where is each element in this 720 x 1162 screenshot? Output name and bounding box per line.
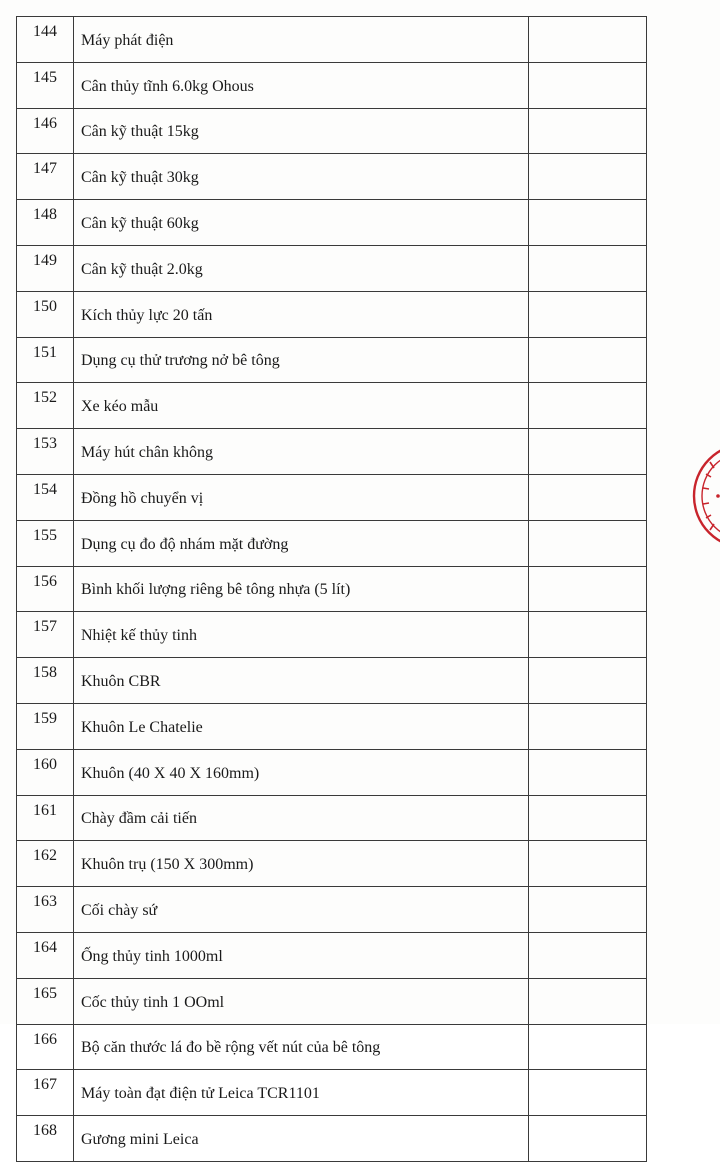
table-row <box>17 887 647 933</box>
equipment-name: Máy phát điện <box>74 17 529 63</box>
equipment-name: Ống thủy tinh 1000ml <box>74 932 529 978</box>
row-number: 153 <box>17 429 74 475</box>
equipment-name: Cân kỹ thuật 2.0kg <box>74 245 529 291</box>
empty-cell <box>529 749 647 795</box>
table-row <box>17 200 647 246</box>
equipment-name: Đồng hồ chuyển vị <box>74 474 529 520</box>
table-row <box>17 1024 647 1070</box>
empty-cell <box>529 154 647 200</box>
table-row <box>17 658 647 704</box>
row-number: 155 <box>17 520 74 566</box>
equipment-name: Máy toàn đạt điện tử Leica TCR1101 <box>74 1070 529 1116</box>
equipment-name: Nhiệt kế thủy tinh <box>74 612 529 658</box>
row-number: 154 <box>17 474 74 520</box>
row-number: 146 <box>17 108 74 154</box>
row-number: 165 <box>17 978 74 1024</box>
table-row <box>17 245 647 291</box>
empty-cell <box>529 429 647 475</box>
table-row <box>17 1070 647 1116</box>
empty-cell <box>529 200 647 246</box>
empty-cell <box>529 566 647 612</box>
row-number: 167 <box>17 1070 74 1116</box>
row-number: 157 <box>17 612 74 658</box>
row-number: 152 <box>17 383 74 429</box>
empty-cell <box>529 978 647 1024</box>
empty-cell <box>529 474 647 520</box>
empty-cell <box>529 932 647 978</box>
empty-cell <box>529 1024 647 1070</box>
table-row <box>17 612 647 658</box>
table-row <box>17 108 647 154</box>
empty-cell <box>529 108 647 154</box>
empty-cell <box>529 62 647 108</box>
equipment-name: Kích thủy lực 20 tấn <box>74 291 529 337</box>
equipment-table <box>16 16 647 1162</box>
empty-cell <box>529 1070 647 1116</box>
row-number: 166 <box>17 1024 74 1070</box>
row-number: 156 <box>17 566 74 612</box>
row-number: 145 <box>17 62 74 108</box>
empty-cell <box>529 245 647 291</box>
table-row <box>17 566 647 612</box>
table-row <box>17 154 647 200</box>
equipment-name: Cân kỹ thuật 15kg <box>74 108 529 154</box>
red-seal-stamp <box>688 432 720 560</box>
empty-cell <box>529 841 647 887</box>
table-row <box>17 62 647 108</box>
row-number: 161 <box>17 795 74 841</box>
empty-cell <box>529 887 647 933</box>
row-number: 158 <box>17 658 74 704</box>
empty-cell <box>529 795 647 841</box>
row-number: 147 <box>17 154 74 200</box>
equipment-table-body <box>17 17 647 1162</box>
table-row <box>17 795 647 841</box>
equipment-name: Chày đầm cải tiến <box>74 795 529 841</box>
equipment-name: Cân thủy tĩnh 6.0kg Ohous <box>74 62 529 108</box>
table-row <box>17 749 647 795</box>
table-row <box>17 978 647 1024</box>
table-row <box>17 337 647 383</box>
row-number: 159 <box>17 703 74 749</box>
table-row <box>17 17 647 63</box>
equipment-name: Khuôn (40 X 40 X 160mm) <box>74 749 529 795</box>
empty-cell <box>529 1116 647 1162</box>
empty-cell <box>529 703 647 749</box>
table-row <box>17 429 647 475</box>
table-row <box>17 474 647 520</box>
row-number: 160 <box>17 749 74 795</box>
row-number: 168 <box>17 1116 74 1162</box>
empty-cell <box>529 291 647 337</box>
equipment-name: Dụng cụ đo độ nhám mặt đường <box>74 520 529 566</box>
empty-cell <box>529 520 647 566</box>
empty-cell <box>529 612 647 658</box>
equipment-name: Cốc thủy tinh 1 OOml <box>74 978 529 1024</box>
row-number: 149 <box>17 245 74 291</box>
empty-cell <box>529 337 647 383</box>
row-number: 162 <box>17 841 74 887</box>
table-row <box>17 1116 647 1162</box>
table-row <box>17 383 647 429</box>
equipment-name: Cối chày sứ <box>74 887 529 933</box>
equipment-name: Cân kỹ thuật 60kg <box>74 200 529 246</box>
equipment-name: Dụng cụ thử trương nở bê tông <box>74 337 529 383</box>
table-row <box>17 703 647 749</box>
table-row <box>17 291 647 337</box>
table-row <box>17 932 647 978</box>
equipment-name: Bình khối lượng riêng bê tông nhựa (5 lít) <box>74 566 529 612</box>
row-number: 150 <box>17 291 74 337</box>
table-row <box>17 841 647 887</box>
equipment-name: Gương mini Leica <box>74 1116 529 1162</box>
equipment-name: Máy hút chân không <box>74 429 529 475</box>
equipment-name: Khuôn CBR <box>74 658 529 704</box>
row-number: 148 <box>17 200 74 246</box>
equipment-name: Khuôn Le Chatelie <box>74 703 529 749</box>
empty-cell <box>529 658 647 704</box>
empty-cell <box>529 17 647 63</box>
row-number: 164 <box>17 932 74 978</box>
row-number: 151 <box>17 337 74 383</box>
empty-cell <box>529 383 647 429</box>
equipment-name: Cân kỹ thuật 30kg <box>74 154 529 200</box>
equipment-name: Bộ căn thước lá đo bề rộng vết nút của bê tông <box>74 1024 529 1070</box>
equipment-name: Xe kéo mẫu <box>74 383 529 429</box>
equipment-name: Khuôn trụ (150 X 300mm) <box>74 841 529 887</box>
row-number: 144 <box>17 17 74 63</box>
row-number: 163 <box>17 887 74 933</box>
table-row <box>17 520 647 566</box>
